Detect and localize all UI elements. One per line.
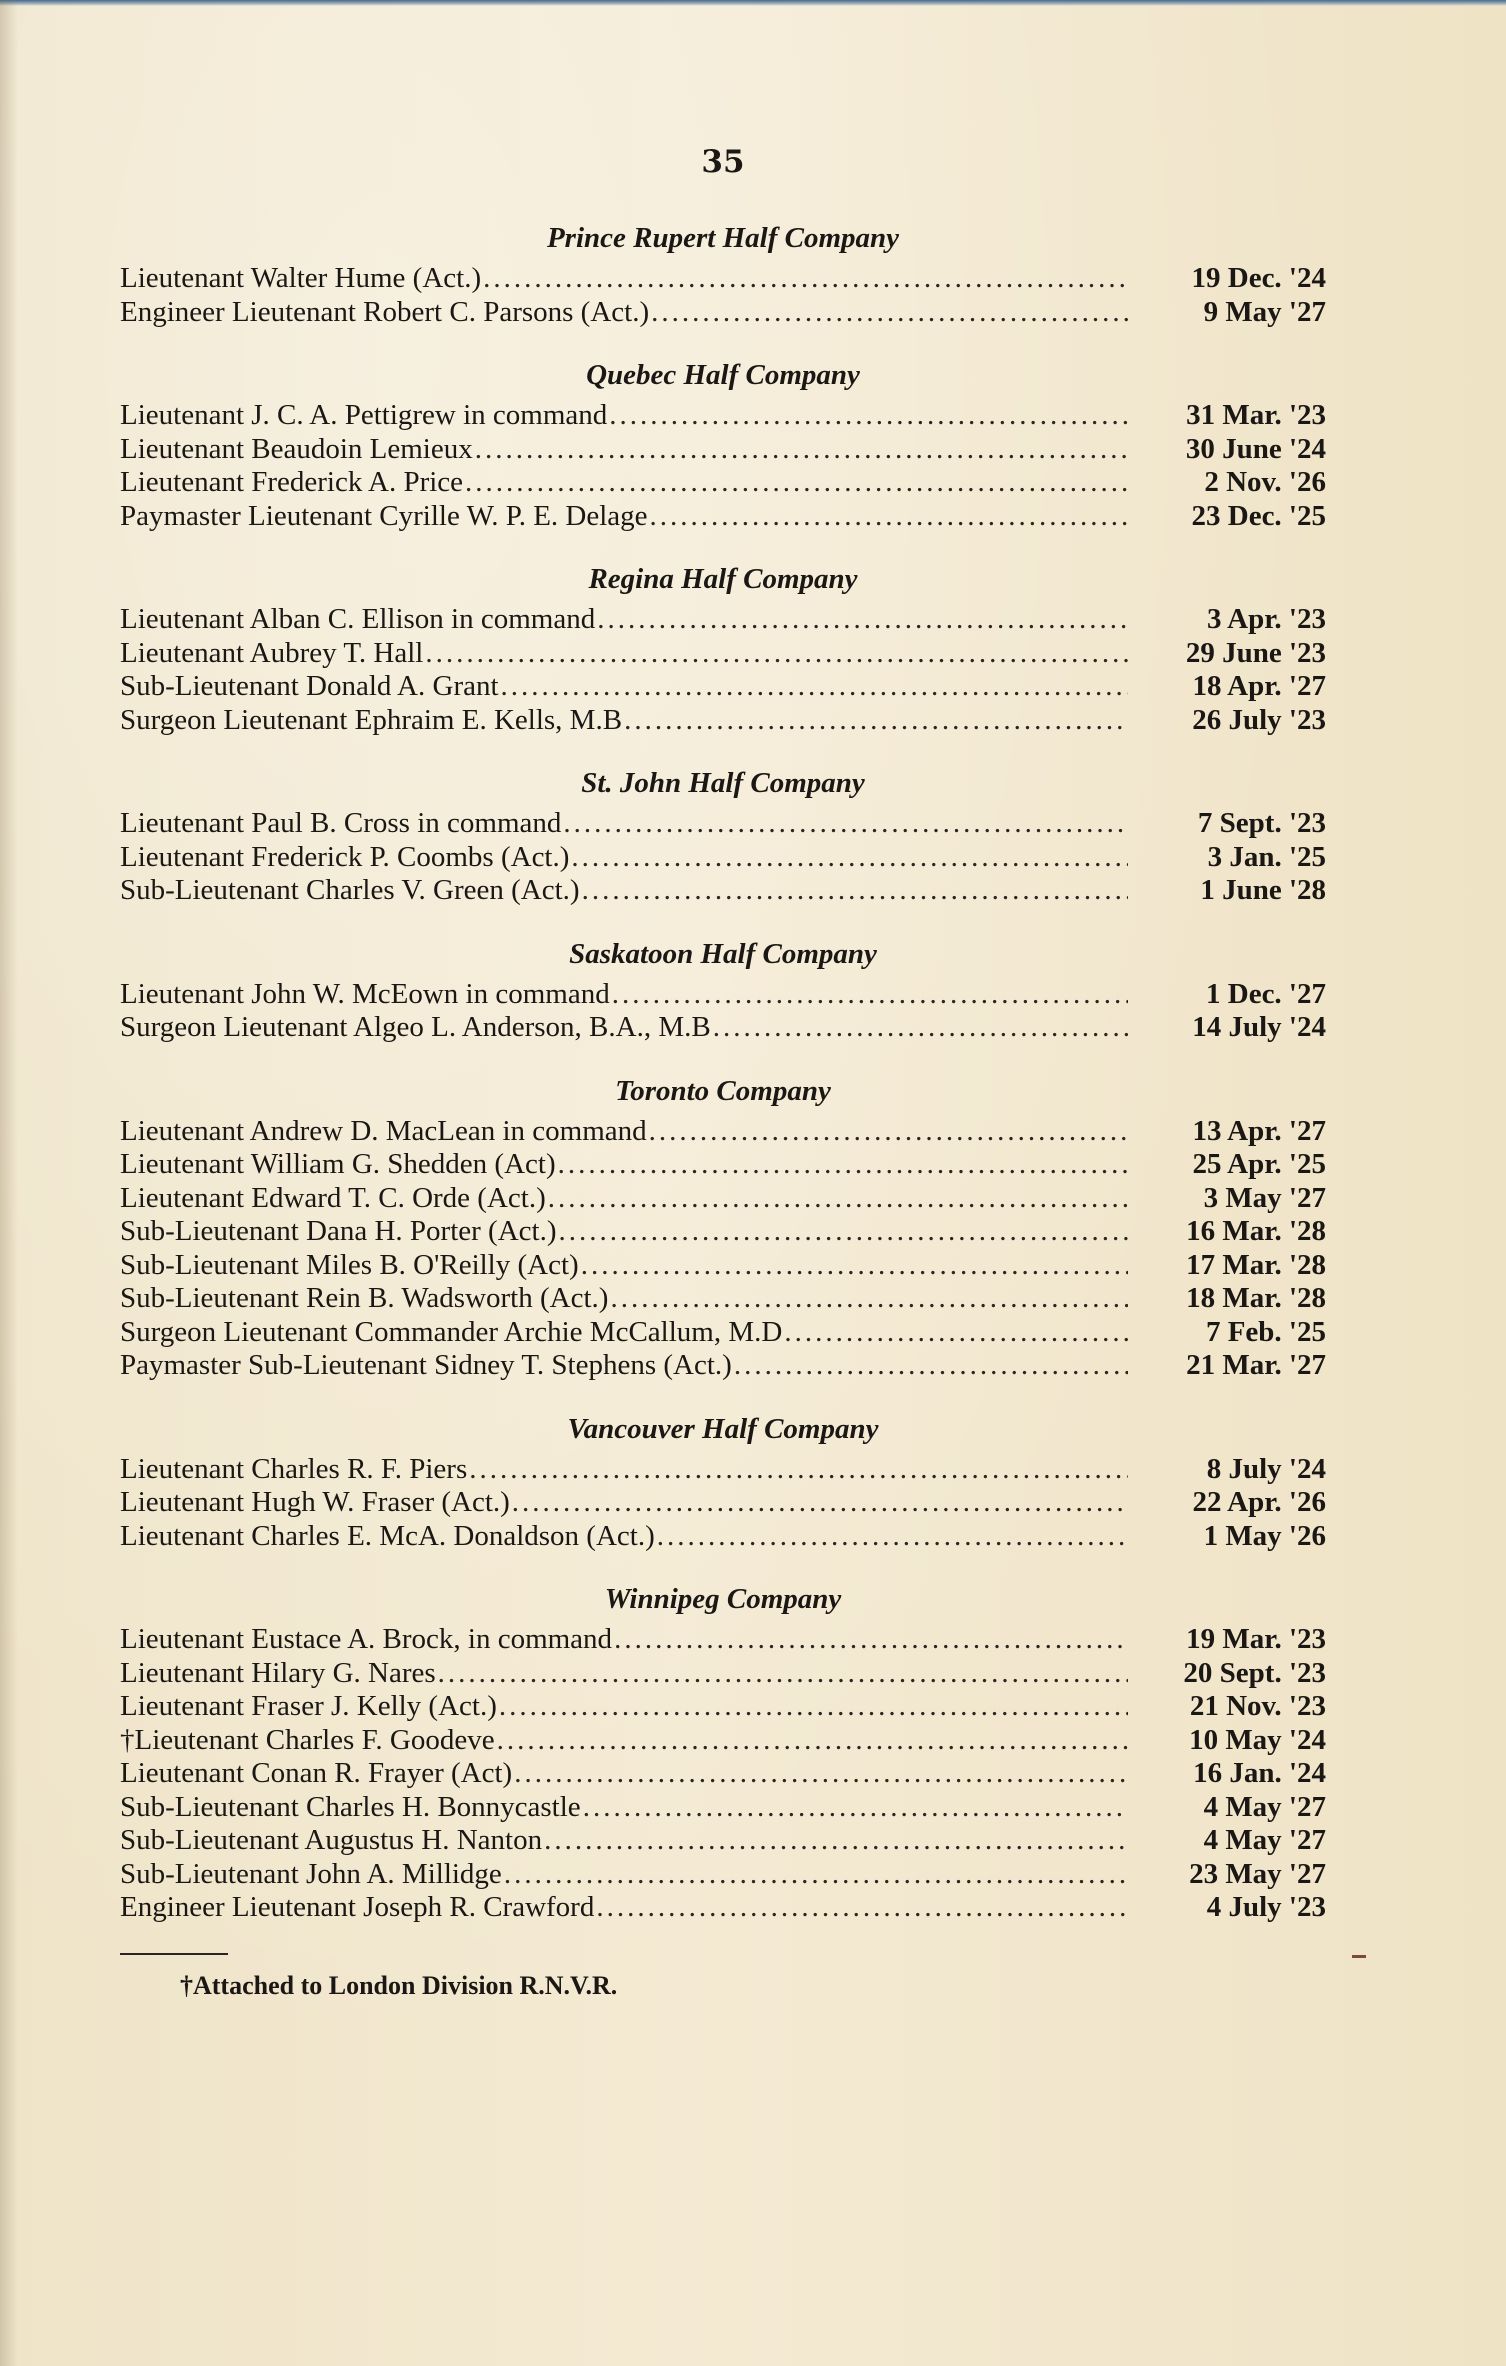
dot-leader	[544, 1824, 1128, 1858]
dot-leader	[614, 1623, 1128, 1657]
officer-name: Surgeon Lieutenant Commander Archie McCallum, M.D	[120, 1315, 783, 1348]
officer-name: Lieutenant Edward T. C. Orde (Act.)	[120, 1181, 546, 1214]
company-section	[120, 1067, 1326, 1383]
officer-entry	[120, 1520, 1326, 1554]
officer-entry	[120, 807, 1326, 841]
officer-name: Engineer Lieutenant Robert C. Parsons (Act.)	[120, 295, 650, 328]
officer-entry	[120, 978, 1326, 1012]
officer-name: Lieutenant Aubrey T. Hall	[120, 636, 424, 669]
appointment-date: 23 May '27	[1189, 1857, 1326, 1890]
appointment-date: 7 Sept. '23	[1197, 807, 1326, 839]
dot-leader	[571, 841, 1128, 875]
dot-leader	[514, 1757, 1128, 1791]
dot-leader	[499, 1690, 1128, 1724]
appointment-date: 26 July '23	[1192, 703, 1326, 736]
dot-leader	[483, 262, 1128, 296]
officer-name: Lieutenant Frederick P. Coombs (Act.)	[120, 840, 570, 873]
officer-entry	[120, 670, 1326, 704]
section-title: Regina Half Company	[588, 563, 858, 595]
appointment-date: 22 Apr. '26	[1192, 1486, 1326, 1518]
company-section	[120, 1575, 1326, 1925]
officer-entry	[120, 1791, 1326, 1825]
officer-name: Lieutenant Paul B. Cross in command	[120, 807, 562, 839]
appointment-date: 16 Mar. '28	[1186, 1215, 1326, 1247]
officer-entry	[120, 399, 1326, 433]
dot-leader	[558, 1215, 1128, 1249]
appointment-date: 19 Mar. '23	[1186, 1623, 1326, 1655]
section-entries	[120, 399, 1326, 533]
officer-name: Sub-Lieutenant Miles B. O'Reilly (Act)	[120, 1248, 579, 1281]
appointment-date: 1 May '26	[1203, 1519, 1326, 1552]
company-section	[120, 1405, 1326, 1554]
officer-entry	[120, 1148, 1326, 1182]
officer-entry	[120, 1011, 1326, 1045]
dot-leader	[465, 466, 1128, 500]
dot-leader	[438, 1657, 1128, 1691]
dot-leader	[713, 1011, 1128, 1045]
officer-entry	[120, 1757, 1326, 1791]
dot-leader	[469, 1453, 1128, 1487]
dot-leader	[784, 1316, 1128, 1350]
officer-entry	[120, 433, 1326, 467]
section-entries	[120, 1623, 1326, 1925]
section-title: Prince Rupert Half Company	[546, 222, 900, 254]
officer-name: Paymaster Lieutenant Cyrille W. P. E. Delage	[120, 499, 648, 532]
appointment-date: 21 Mar. '27	[1186, 1349, 1326, 1381]
appointment-date: 4 May '27	[1203, 1824, 1326, 1856]
appointment-date: 19 Dec. '24	[1191, 262, 1326, 294]
officer-name: Lieutenant John W. McEown in command	[120, 977, 610, 1010]
dot-leader	[501, 670, 1128, 704]
dot-leader	[563, 807, 1128, 841]
appointment-date: 21 Nov. '23	[1189, 1690, 1326, 1722]
appointment-date: 7 Feb. '25	[1205, 1315, 1326, 1348]
officer-name: Lieutenant Charles R. F. Piers	[120, 1452, 468, 1485]
dot-leader	[609, 399, 1128, 433]
officer-entry	[120, 1657, 1326, 1691]
officer-name: Sub-Lieutenant Charles H. Bonnycastle	[120, 1790, 581, 1823]
appointment-date: 30 June '24	[1185, 432, 1326, 465]
appointment-date: 18 Mar. '28	[1186, 1282, 1326, 1314]
appointment-date: 14 July '24	[1192, 1011, 1326, 1043]
dot-leader	[651, 296, 1128, 330]
officer-name: Lieutenant Eustace A. Brock, in command	[120, 1623, 613, 1655]
officer-entry	[120, 296, 1326, 330]
dot-leader	[583, 1791, 1128, 1825]
officer-entry	[120, 874, 1326, 908]
officer-entry	[120, 1690, 1326, 1724]
dot-leader	[475, 433, 1128, 467]
appointment-date: 8 July '24	[1206, 1452, 1326, 1485]
officer-name: Lieutenant Walter Hume (Act.)	[120, 262, 482, 294]
officer-name: Lieutenant Conan R. Frayer (Act)	[120, 1757, 513, 1789]
officer-name: Sub-Lieutenant Augustus H. Nanton	[120, 1824, 543, 1856]
officer-name: Lieutenant Beaudoin Lemieux	[120, 432, 473, 465]
officer-entry	[120, 262, 1326, 296]
officer-list	[120, 214, 1326, 2001]
officer-entry	[120, 1453, 1326, 1487]
officer-entry	[120, 1282, 1326, 1316]
officer-name: Lieutenant Fraser J. Kelly (Act.)	[120, 1690, 497, 1722]
dot-leader	[558, 1148, 1128, 1182]
page-number: 35	[701, 144, 745, 180]
section-title: Saskatoon Half Company	[569, 937, 877, 970]
officer-name: Lieutenant William G. Shedden (Act)	[120, 1148, 556, 1180]
section-title: Winnipeg Company	[604, 1583, 842, 1615]
officer-name: Lieutenant Alban C. Ellison in command	[120, 603, 596, 635]
dot-leader	[649, 1115, 1128, 1149]
officer-entry	[120, 1316, 1326, 1350]
officer-entry	[120, 704, 1326, 738]
officer-entry	[120, 1858, 1326, 1892]
officer-name: Sub-Lieutenant Dana H. Porter (Act.)	[120, 1215, 557, 1247]
section-entries	[120, 262, 1326, 329]
appointment-date: 18 Apr. '27	[1192, 670, 1326, 702]
appointment-date: 1 Dec. '27	[1206, 977, 1326, 1010]
officer-name: Lieutenant J. C. A. Pettigrew in command	[120, 399, 608, 431]
officer-name: Sub-Lieutenant Rein B. Wadsworth (Act.)	[120, 1282, 609, 1314]
dot-leader	[581, 1249, 1128, 1283]
appointment-date: 31 Mar. '23	[1186, 399, 1326, 431]
appointment-date: 3 Apr. '23	[1207, 603, 1326, 635]
officer-name: Lieutenant Andrew D. MacLean in command	[120, 1114, 647, 1147]
company-section	[120, 555, 1326, 737]
officer-name: Surgeon Lieutenant Algeo L. Anderson, B.A., M.B	[120, 1011, 711, 1043]
dot-leader	[612, 978, 1128, 1012]
officer-name: Engineer Lieutenant Joseph R. Crawford	[120, 1891, 595, 1923]
officer-entry	[120, 841, 1326, 875]
officer-entry	[120, 1623, 1326, 1657]
officer-entry	[120, 466, 1326, 500]
page-top-edge	[0, 0, 1506, 6]
appointment-date: 4 May '27	[1203, 1790, 1326, 1823]
section-entries	[120, 1115, 1326, 1383]
appointment-date: 23 Dec. '25	[1191, 499, 1326, 532]
appointment-date: 16 Jan. '24	[1193, 1757, 1326, 1789]
company-section	[120, 351, 1326, 533]
section-title: Vancouver Half Company	[567, 1412, 879, 1445]
officer-name: Sub-Lieutenant Donald A. Grant	[120, 670, 499, 702]
officer-entry	[120, 500, 1326, 534]
officer-entry	[120, 1891, 1326, 1925]
officer-name: Lieutenant Charles E. McA. Donaldson (Act.)	[120, 1519, 655, 1552]
officer-entry	[120, 1249, 1326, 1283]
officer-entry	[120, 1724, 1326, 1758]
ink-smudge	[1352, 1955, 1366, 1958]
footnote-divider	[120, 1953, 228, 1955]
dot-leader	[734, 1349, 1128, 1383]
section-entries	[120, 1453, 1326, 1554]
officer-name: Lieutenant Hilary G. Nares	[120, 1656, 436, 1689]
officer-name: Surgeon Lieutenant Ephraim E. Kells, M.B	[120, 703, 623, 736]
footnote: †Attached to London Division R.N.V.R.	[180, 1970, 618, 2000]
officer-entry	[120, 603, 1326, 637]
dot-leader	[624, 704, 1128, 738]
company-section	[120, 759, 1326, 908]
dot-leader	[582, 874, 1128, 908]
section-title: Quebec Half Company	[586, 359, 860, 391]
appointment-date: 2 Nov. '26	[1204, 466, 1326, 498]
appointment-date: 9 May '27	[1203, 295, 1326, 328]
appointment-date: 4 July '23	[1206, 1891, 1326, 1923]
dot-leader	[504, 1858, 1128, 1892]
officer-name: Paymaster Sub-Lieutenant Sidney T. Stephens (Act.)	[120, 1349, 732, 1381]
appointment-date: 3 Jan. '25	[1207, 840, 1326, 873]
company-section	[120, 930, 1326, 1045]
officer-entry	[120, 1824, 1326, 1858]
appointment-date: 17 Mar. '28	[1186, 1248, 1326, 1281]
officer-name: †Lieutenant Charles F. Goodeve	[120, 1723, 495, 1756]
officer-name: Lieutenant Hugh W. Fraser (Act.)	[120, 1486, 510, 1518]
appointment-date: 1 June '28	[1200, 874, 1326, 906]
sections-container	[120, 214, 1326, 1925]
officer-entry	[120, 1182, 1326, 1216]
company-section	[120, 214, 1326, 329]
appointment-date: 25 Apr. '25	[1192, 1148, 1326, 1180]
section-title: St. John Half Company	[581, 767, 865, 799]
section-title: Toronto Company	[615, 1074, 831, 1107]
officer-name: Sub-Lieutenant John A. Millidge	[120, 1857, 502, 1890]
dot-leader	[597, 603, 1128, 637]
appointment-date: 29 June '23	[1185, 636, 1326, 669]
dot-leader	[425, 637, 1128, 671]
section-entries	[120, 807, 1326, 908]
dot-leader	[548, 1182, 1128, 1216]
dot-leader	[512, 1486, 1128, 1520]
officer-entry	[120, 1115, 1326, 1149]
appointment-date: 3 May '27	[1203, 1181, 1326, 1214]
officer-entry	[120, 1349, 1326, 1383]
dot-leader	[657, 1520, 1128, 1554]
officer-entry	[120, 1486, 1326, 1520]
section-entries	[120, 603, 1326, 737]
appointment-date: 13 Apr. '27	[1192, 1114, 1326, 1147]
dot-leader	[497, 1724, 1128, 1758]
spine-shadow	[0, 0, 18, 2366]
officer-entry	[120, 1215, 1326, 1249]
appointment-date: 20 Sept. '23	[1183, 1656, 1326, 1689]
section-entries	[120, 978, 1326, 1045]
dot-leader	[610, 1282, 1128, 1316]
officer-name: Lieutenant Frederick A. Price	[120, 466, 464, 498]
appointment-date: 10 May '24	[1189, 1723, 1326, 1756]
officer-name: Sub-Lieutenant Charles V. Green (Act.)	[120, 874, 580, 906]
dot-leader	[650, 500, 1128, 534]
officer-entry	[120, 637, 1326, 671]
dot-leader	[596, 1891, 1128, 1925]
